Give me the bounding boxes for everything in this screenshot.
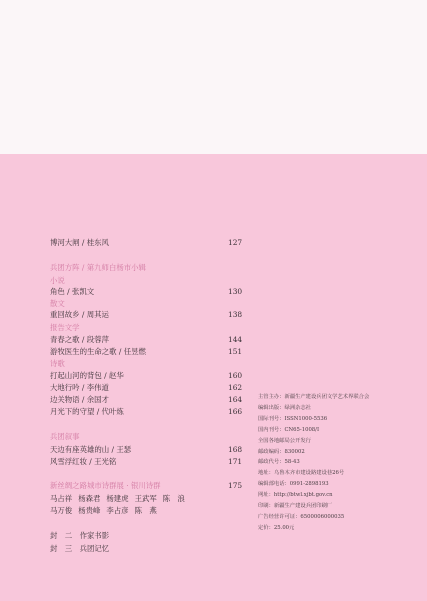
poet-name: 杨森君 [78,494,101,503]
masthead-line: 国际刊号：ISSN1000-5536 [258,415,328,422]
toc-page-number: 168 [228,445,243,454]
toc-section-heading: 兵团叙事 [50,432,80,441]
toc-page-number: 151 [228,347,243,356]
poet-name: 马万俊 [50,506,73,515]
toc-page-number: 166 [228,407,243,416]
toc-entry: 风雪浮红妆 / 王光铭 [50,457,117,466]
toc-page-number: 175 [228,481,243,490]
cover-credit: 封 二 作家书影 [50,531,110,540]
toc-page-number: 138 [228,310,243,319]
toc-entry: 月光下的守望 / 代叶炼 [50,407,124,416]
poet-name: 陈 浪 [162,494,185,503]
toc-page-number: 171 [228,457,243,466]
toc-entry: 青春之歌 / 段蓉萍 [50,335,109,344]
cover-credit: 封 三 兵团记忆 [50,544,110,553]
toc-page-number: 162 [228,383,243,392]
toc-section-heading: 散文 [50,299,65,308]
masthead-line: 国内刊号：CN65-1008/I [258,426,320,433]
toc-section-heading: 诗歌 [50,359,65,368]
poet-name: 陈 燕 [134,506,157,515]
toc-entry: 打起山河的背包 / 赵华 [50,371,124,380]
poet-name: 马占祥 [50,494,73,503]
toc-page-number: 127 [228,238,243,247]
masthead-line: 邮政代号：58-43 [258,459,300,466]
toc-entry: 重回故乡 / 周其运 [50,310,109,319]
poet-list-row [50,493,191,506]
masthead-line: 广告经营许可证：6500006000035 [258,513,345,520]
masthead-info [258,392,423,534]
toc-entry: 博河大闸 / 桂东风 [50,238,109,247]
toc-page-number: 144 [228,335,243,344]
toc-section-heading: 兵团方阵 / 第九师白杨市小辑 [50,263,146,272]
toc-section-heading: 新丝绸之路城市诗群展 · 银川诗群 [50,481,161,490]
toc-entry: 边关物语 / 余国才 [50,395,109,404]
masthead-line: 地址：乌鲁木齐市建设路建设巷26号 [258,470,345,477]
toc-section-heading: 报告文学 [50,323,80,332]
poet-name: 杨贵峰 [78,506,101,515]
masthead-line: 邮政编码：830002 [258,448,305,455]
masthead-line: 主管主办：新疆生产建设兵团文学艺术界联合会 [258,394,370,400]
toc-entry: 游牧医生的生命之歌 / 任昱燃 [50,347,146,356]
masthead-line: 编辑部电话：0991-2898193 [258,481,329,488]
masthead-line: 定价：25.00元 [258,524,295,531]
poet-list-row [50,505,163,518]
toc-entry: 大地行吟 / 李伟道 [50,383,109,392]
masthead-line: 印刷：新疆生产建设兵团印刷厂 [258,503,333,510]
toc-page-number: 164 [228,395,243,404]
masthead-line: 全国各地邮局公开发行 [258,437,311,444]
poet-name: 王武军 [134,494,157,503]
masthead-line: 网址：http://btwl.xjbt.gov.cn [258,492,333,499]
poet-name: 李占彦 [106,506,129,515]
masthead-line: 编辑出版：绿洲杂志社 [258,404,311,411]
toc-entry: 角色 / 张凯文 [50,287,95,296]
poet-name: 杨建虎 [106,494,129,503]
toc-page-number: 130 [228,287,243,296]
toc-entry: 天边有座英雄的山 / 王瑟 [50,445,132,454]
toc-section-heading: 小说 [50,276,65,285]
toc-page-number: 160 [228,371,243,380]
